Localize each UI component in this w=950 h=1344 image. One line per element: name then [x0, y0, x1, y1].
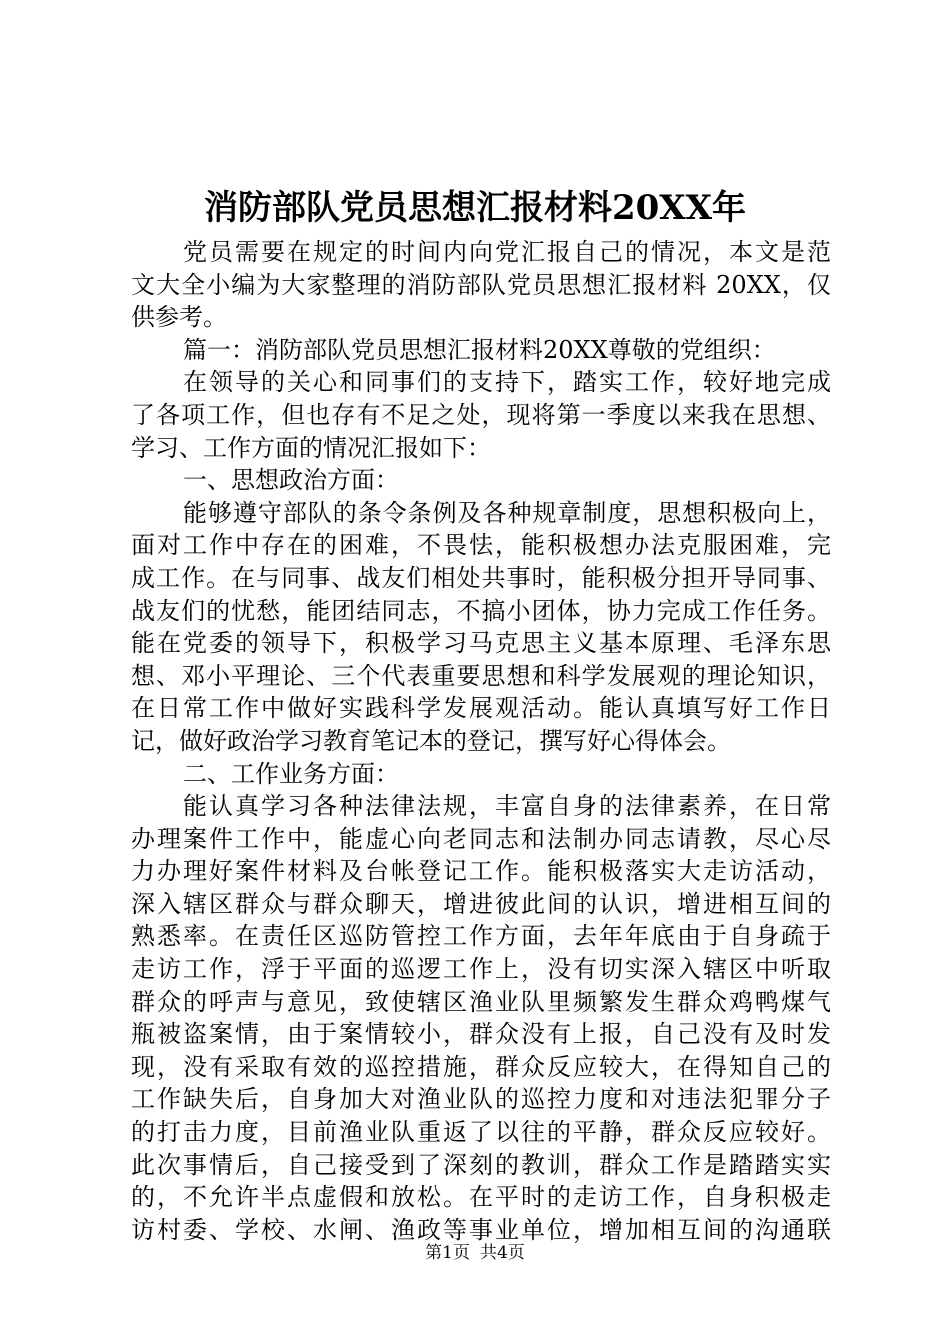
text-line: 篇一：消防部队党员思想汇报材料20XX尊敬的党组织： — [183, 335, 776, 364]
text-line: 二、工作业务方面： — [183, 759, 399, 788]
text-line: 成工作。在与同事、战友们相处共事时，能积极分担开导同事、 — [131, 563, 831, 592]
text-line: 熟悉率。在责任区巡防管控工作方面，去年年底由于自身疏于 — [131, 922, 831, 951]
text-line: 现，没有采取有效的巡控措施，群众反应较大，在得知自己的 — [131, 1052, 831, 1081]
text-line: 能认真学习各种法律法规，丰富自身的法律素养，在日常 — [183, 792, 831, 821]
page-footer — [0, 1241, 950, 1265]
text-line: 访村委、学校、水闸、渔政等事业单位，增加相互间的沟通联 — [131, 1215, 831, 1244]
text-line: 面对工作中存在的困难，不畏怯，能积极想办法克服困难，完 — [131, 531, 831, 560]
text-line: 瓶被盗案情，由于案情较小，群众没有上报，自己没有及时发 — [131, 1020, 831, 1049]
text-line: 想、邓小平理论、三个代表重要思想和科学发展观的理论知识， — [131, 661, 831, 690]
text-line: 的，不允许半点虚假和放松。在平时的走访工作，自身积极走 — [131, 1183, 831, 1212]
text-line: 文大全小编为大家整理的消防部队党员思想汇报材料 20XX，仅 — [131, 270, 831, 299]
page-total: 共4页 — [480, 1243, 525, 1263]
text-line: 供参考。 — [131, 303, 227, 332]
text-line: 群众的呼声与意见，致使辖区渔业队里频繁发生群众鸡鸭煤气 — [131, 987, 831, 1016]
text-line: 能够遵守部队的条令条例及各种规章制度，思想积极向上， — [183, 498, 831, 527]
text-line: 在日常工作中做好实践科学发展观活动。能认真填写好工作日 — [131, 694, 831, 723]
text-line: 的打击力度，目前渔业队重返了以往的平静，群众反应较好。 — [131, 1118, 831, 1147]
document-title: 消防部队党员思想汇报材料20XX年 — [203, 188, 747, 228]
text-line: 一、思想政治方面： — [183, 466, 399, 495]
text-line: 记，做好政治学习教育笔记本的登记，撰写好心得体会。 — [131, 726, 731, 755]
text-line: 学习、工作方面的情况汇报如下： — [131, 433, 491, 462]
text-line: 走访工作，浮于平面的巡逻工作上，没有切实深入辖区中听取 — [131, 955, 831, 984]
page-number: 第1页 — [425, 1243, 470, 1263]
text-line: 此次事情后，自己接受到了深刻的教训，群众工作是踏踏实实 — [131, 1150, 831, 1179]
text-line: 力办理好案件材料及台帐登记工作。能积极落实大走访活动， — [131, 857, 831, 886]
text-line: 党员需要在规定的时间内向党汇报自己的情况，本文是范 — [183, 238, 831, 266]
text-line: 战友们的忧愁，能团结同志，不搞小团体，协力完成工作任务。 — [131, 596, 831, 625]
text-line: 工作缺失后，自身加大对渔业队的巡控力度和对违法犯罪分子 — [131, 1085, 831, 1114]
text-line: 深入辖区群众与群众聊天，增进彼此间的认识，增进相互间的 — [131, 889, 831, 918]
text-line: 能在党委的领导下，积极学习马克思主义基本原理、毛泽东思 — [131, 629, 831, 658]
text-line: 了各项工作，但也存有不足之处，现将第一季度以来我在思想、 — [131, 400, 831, 429]
text-line: 在领导的关心和同事们的支持下，踏实工作，较好地完成 — [183, 368, 831, 397]
text-line: 办理案件工作中，能虚心向老同志和法制办同志请教，尽心尽 — [131, 824, 831, 853]
document-body — [131, 236, 831, 1246]
